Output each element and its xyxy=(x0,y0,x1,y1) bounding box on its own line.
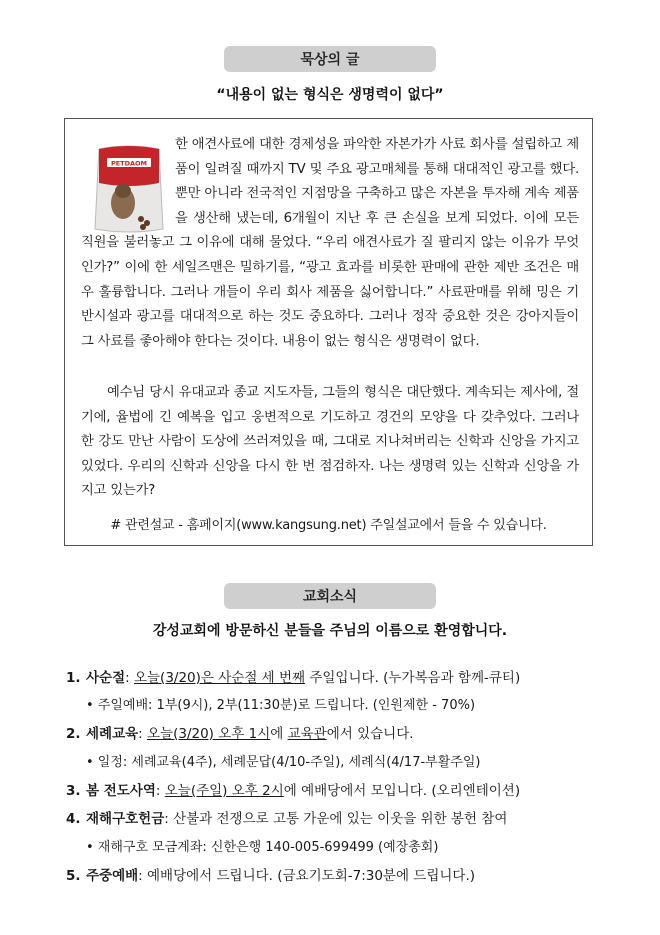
news-item-weekday-worship: 5. 주중예배: 예배당에서 드립니다. (금요기도회-7:30분에 드립니다.) xyxy=(66,868,476,884)
dog-food-bag-image xyxy=(81,133,163,229)
section-label-news xyxy=(224,583,436,609)
item-number: 5. xyxy=(66,868,81,884)
item-underlined: 오늘(주일) 오후 2시 xyxy=(164,783,284,799)
news-item-disaster-offering: 4. 재해구호헌금: 산불과 전쟁으로 고통 가운에 있는 이웃을 위한 봉헌 참여 xyxy=(66,811,508,827)
item-text: 예배당에서 드립니다. (금요기도회-7:30분에 드립니다.) xyxy=(147,868,476,884)
item-label: 재해구호헌금 xyxy=(86,811,165,827)
bag-brand-text: PETDAOM xyxy=(110,159,148,168)
item-underlined: 교육관 xyxy=(287,726,327,742)
meditation-paragraph-1 xyxy=(81,133,579,354)
item-text: 에서 있습니다. xyxy=(326,726,414,742)
item-text: 에 xyxy=(270,726,288,742)
news-subitem-worship: • 주일예배: 1부(9시), 2부(11:30분)로 드립니다. (인원제한 - 70%) xyxy=(86,698,476,713)
item-text: 산불과 전쟁으로 고통 가운에 있는 이웃을 위한 봉헌 참여 xyxy=(173,811,508,827)
item-label: 세례교육 xyxy=(86,726,139,742)
item-text: 에 예배당에서 모입니다. (오리엔테이션) xyxy=(283,783,521,799)
item-label: 봄 전도사역 xyxy=(86,783,156,799)
meditation-headline: “내용이 없는 형식은 생명력이 없다” xyxy=(216,87,444,103)
meditation-box xyxy=(64,118,593,546)
item-text: 주일입니다. (누가복음과 함께-큐티) xyxy=(305,670,521,686)
item-number: 2. xyxy=(66,726,81,742)
item-label: 주중예배 xyxy=(86,868,139,884)
news-item-evangelism: 3. 봄 전도사역: 오늘(주일) 오후 2시에 예배당에서 모입니다. (오리엔테이션) xyxy=(66,783,521,799)
news-item-baptism: 2. 세례교육: 오늘(3/20) 오후 1시에 교육관에서 있습니다. xyxy=(66,726,414,742)
section-label-text: 교회소식 xyxy=(302,589,358,605)
section-label-text: 묵상의 글 xyxy=(300,52,360,68)
item-number: 3. xyxy=(66,783,81,799)
section-label-meditation xyxy=(224,46,436,72)
news-item-lent: 1. 사순절: 오늘(3/20)은 사순절 세 번째 주일입니다. (누가복음과 함께-큐티) xyxy=(66,670,521,686)
news-subitem-account: • 재해구호 모금계좌: 신한은행 140-005-699499 (예장총회) xyxy=(86,840,439,855)
item-number: 4. xyxy=(66,811,81,827)
meditation-paragraph-2: 예수님 당시 유대교과 종교 지도자들, 그들의 형식은 대단했다. 계속되는 제사에, 절기에, 율법에 긴 예복을 입고 웅변적으로 기도하고 경건의 모양을 다 갖추었다. 그러나 한 강도 만난 사람이 도상에 쓰러져있을 때, 그대로 지나쳐버리는 신학과 신앙을 가지고 있었다. 우리의 신학과 신앙을 다시 한 번 점검하자. 나는 생명력 있는 신학과 신앙을 가지고 있는가? xyxy=(81,385,579,499)
item-underlined: 오늘(3/20) 오후 1시 xyxy=(147,726,271,742)
welcome-headline: 강성교회에 방문하신 분들을 주님의 이름으로 환영합니다. xyxy=(152,623,508,639)
news-subitem-schedule: • 일정: 세례교육(4주), 세례문답(4/10-주일), 세례식(4/17-부활주일) xyxy=(86,755,481,770)
meditation-paragraph-1-text: 한 애견사료에 대한 경제성을 파악한 자본가가 사료 회사를 설립하고 제품이 일려질 때까지 TV 및 주요 광고매체를 통해 대대적인 광고를 했다. 뿐만 아니라 전국적인 지점망을 구축하고 많은 자본을 투자해 계속 제품을 생산해 냈는데, 6개월이 지난 후 큰 손실을 보게 되었다. 이에 모든 직원을 불러놓고 그 이유에 대해 물었다. “우리 애견사료가 질 팔리지 않는 이유가 무엇인가?” 이에 한 세일즈맨은 밀하기를, “광고 효과를 비롯한 판매에 관한 제반 조건은 매우 훌륭합니다. 그러나 개들이 우리 회사 제품을 싫어합니다.” 사료판매를 위해 밍은 기반시설과 광고를 대대적으로 하는 것도 중요하다. 그러나 정작 중요한 것은 강아지들이 그 사료를 좋아해야 한다는 것이다. 내용이 없는 형식은 생명력이 없다. xyxy=(81,137,579,349)
item-underlined: 오늘(3/20)은 사순절 세 번째 xyxy=(133,670,306,686)
item-label: 사순절 xyxy=(86,670,126,686)
item-number: 1. xyxy=(66,670,81,686)
sermon-reference: # 관련설교 - 홈페이지(www.kangsung.net) 주일설교에서 들을 수 있습니다. xyxy=(110,518,547,533)
